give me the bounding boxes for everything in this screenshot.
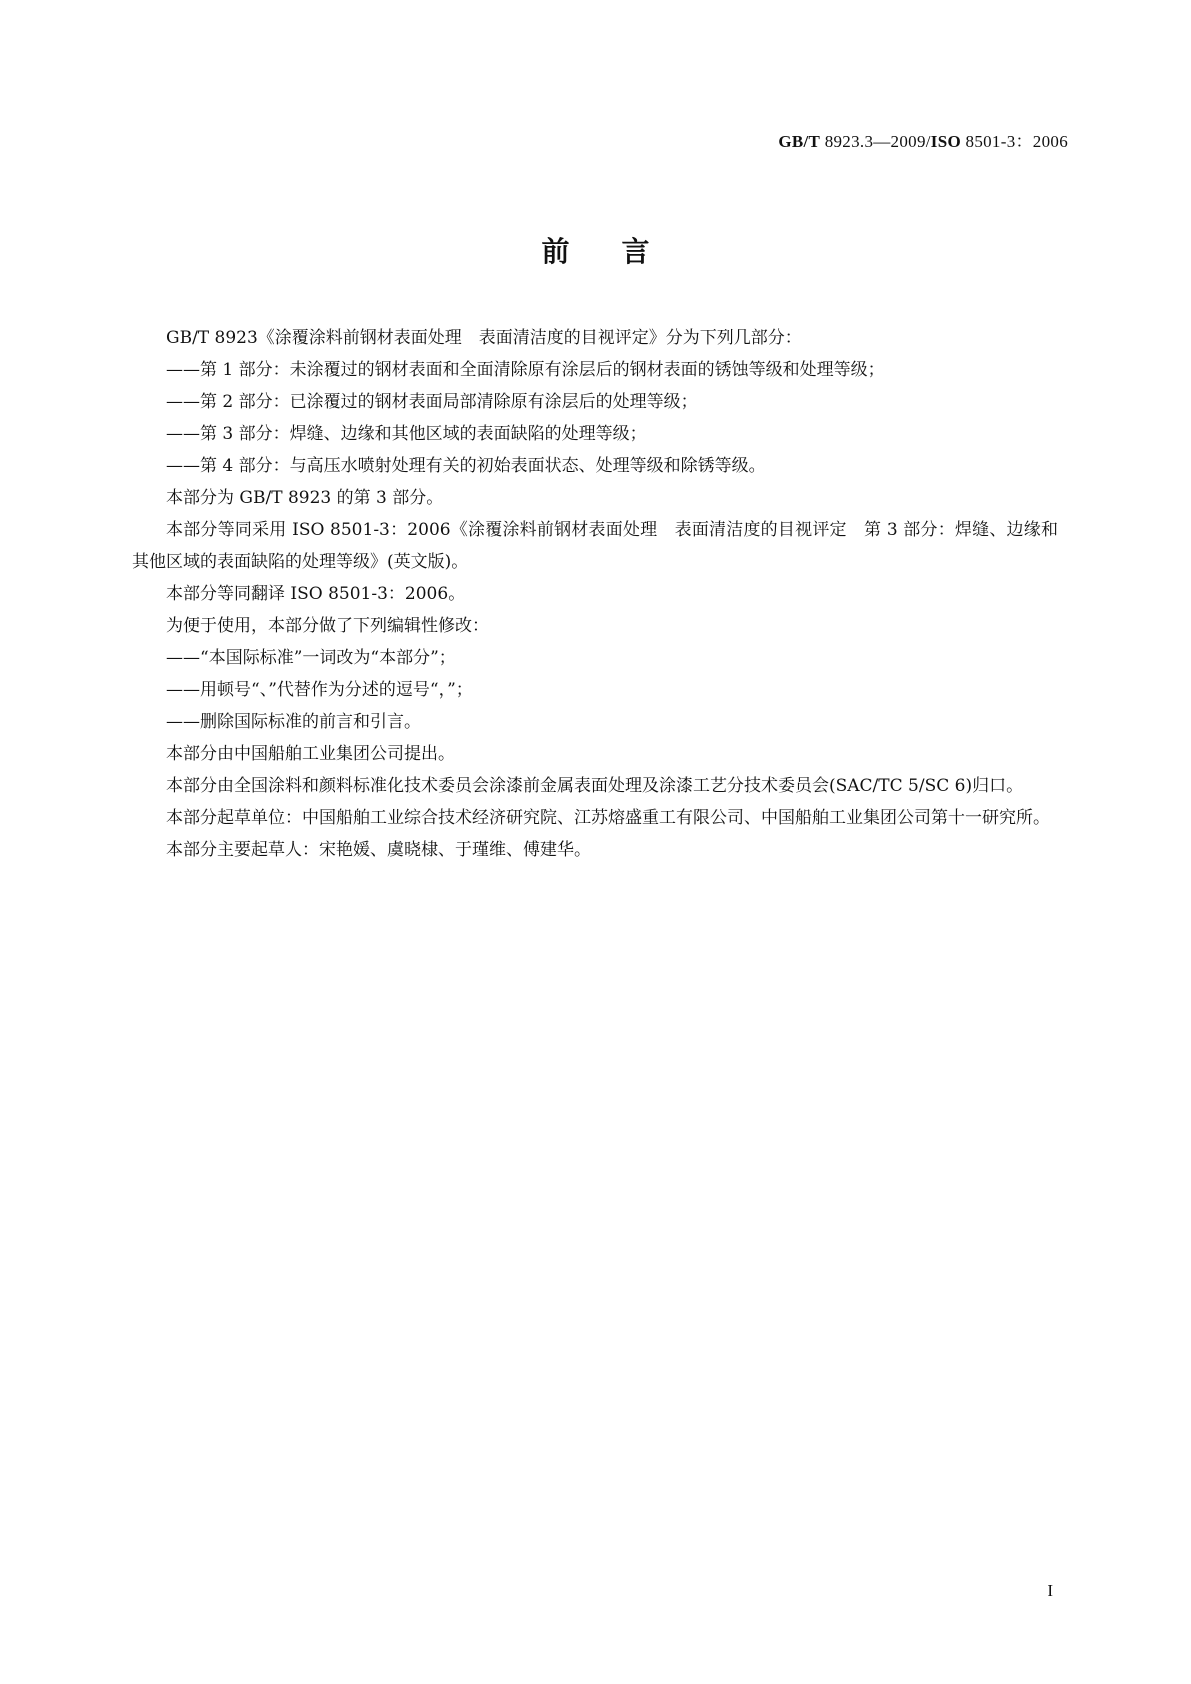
paragraph: 本部分起草单位：中国船舶工业综合技术经济研究院、江苏熔盛重工有限公司、中国船舶工业集团公司第十一研究所。 — [166, 808, 1050, 828]
paragraph: 本部分为 GB/T 8923 的第 3 部分。 — [166, 488, 444, 508]
list-item: ——第 2 部分：已涂覆过的钢材表面局部清除原有涂层后的处理等级； — [166, 392, 698, 412]
list-item: ——第 4 部分：与高压水喷射处理有关的初始表面状态、处理等级和除锈等级。 — [166, 456, 766, 476]
list-item: ——用顿号“、”代替作为分述的逗号“，”； — [166, 680, 473, 700]
standard-code-gbt: GB/T — [778, 132, 821, 151]
paragraph: 本部分由全国涂料和颜料标准化技术委员会涂漆前金属表面处理及涂漆工艺分技术委员会(SAC/TC 5/SC 6)归口。 — [166, 776, 1024, 796]
standard-code-iso: ISO — [930, 132, 961, 151]
paragraph: GB/T 8923《涂覆涂料前钢材表面处理 表面清洁度的目视评定》分为下列几部分： — [166, 328, 802, 348]
paragraph: 本部分等同采用 ISO 8501-3：2006《涂覆涂料前钢材表面处理 表面清洁度的目视评定 第 3 部分：焊缝、边缘和其他区域的表面缺陷的处理等级》(英文版)。 — [132, 520, 1058, 572]
paragraph: 为便于使用，本部分做了下列编辑性修改： — [166, 616, 489, 636]
list-item: ——删除国际标准的前言和引言。 — [166, 712, 421, 732]
list-item: ——“本国际标准”一词改为“本部分”； — [166, 648, 456, 668]
paragraph: 本部分由中国船舶工业集团公司提出。 — [166, 744, 455, 764]
page-title: 前言 — [541, 235, 702, 268]
standard-code-iso-number: 8501-3：2006 — [960, 132, 1068, 151]
standard-code — [778, 127, 1068, 152]
paragraph: 本部分等同翻译 ISO 8501-3：2006。 — [166, 584, 466, 604]
page-number: I — [1047, 1581, 1053, 1600]
paragraph: 本部分主要起草人：宋艳媛、虞晓棣、于瑾维、傅建华。 — [166, 840, 591, 860]
list-item: ——第 1 部分：未涂覆过的钢材表面和全面清除原有涂层后的钢材表面的锈蚀等级和处理等级； — [166, 360, 885, 380]
list-item: ——第 3 部分：焊缝、边缘和其他区域的表面缺陷的处理等级； — [166, 424, 647, 444]
standard-code-number: 8923.3—2009/ — [820, 132, 931, 151]
foreword-body — [132, 322, 1058, 866]
